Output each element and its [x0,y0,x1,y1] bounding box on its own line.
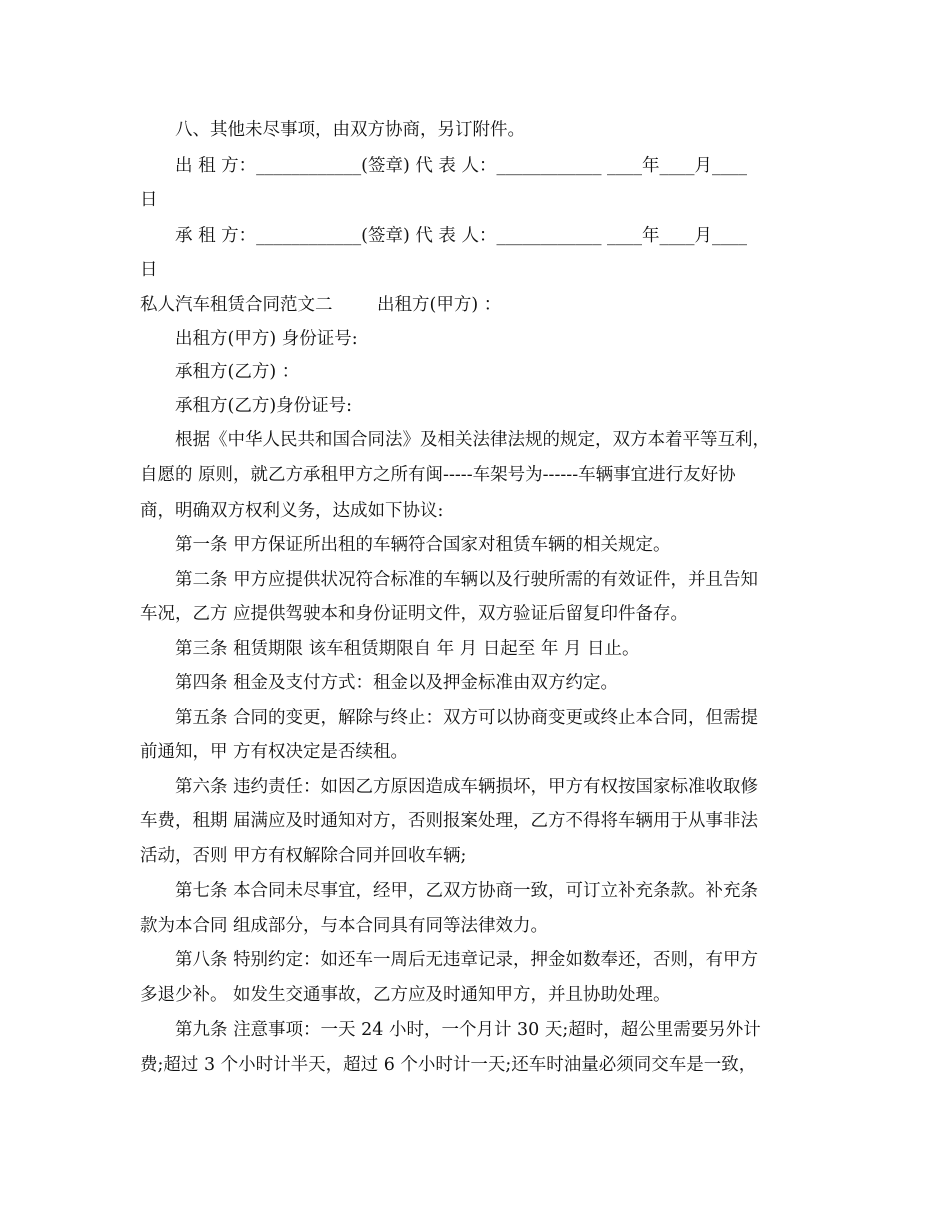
article-4: 第四条 租金及支付方式：租金以及押金标准由双方约定。 [175,673,619,693]
lessee-signature-line: 承 租 方：____________(签章) 代 表 人：____________ ____年____月____ [175,226,748,246]
article-5-line-1: 第五条 合同的变更，解除与终止：双方可以协商变更或终止本合同，但需提 [175,708,759,728]
lessee-id-line: 承租方(乙方)身份证号: [175,396,353,416]
clause-8-misc: 八、其他未尽事项，由双方协商，另订附件。 [175,120,525,140]
preamble-line-3: 商，明确双方权利义务，达成如下协议: [140,501,444,521]
article-5-line-2: 前通知，甲 方有权决定是否续租。 [140,742,409,762]
contract-title-line: 私人汽车租赁合同范文二 出租方(甲方) ： [140,295,502,315]
lessee-date-day: 日 [140,260,158,280]
article-7-line-2: 款为本合同 组成部分，与本合同具有同等法律效力。 [140,916,549,936]
article-2-line-2: 车况，乙方 应提供驾驶本和身份证明文件，双方验证后留复印件备存。 [140,604,689,624]
article-6-line-1: 第六条 违约责任：如因乙方原因造成车辆损坏，甲方有权按国家标准收取修 [175,777,759,797]
article-3: 第三条 租赁期限 该车租赁期限自 年 月 日起至 年 月 日止。 [175,639,640,659]
article-8-line-2: 多退少补。 如发生交通事故，乙方应及时通知甲方，并且协助处理。 [140,985,671,1005]
article-9-line-2: 费;超过 3 个小时计半天，超过 6 个小时计一天;还车时油量必须同交车是一致， [140,1055,757,1075]
article-6-line-2: 车费，租期 届满应及时通知对方，否则报案处理，乙方不得将车辆用于从事非法 [140,811,759,831]
article-9-line-1: 第九条 注意事项：一天 24 小时，一个月计 30 天;超时，超公里需要另外计 [175,1020,761,1040]
lessee-line: 承租方(乙方) ： [175,362,300,382]
article-1: 第一条 甲方保证所出租的车辆符合国家对租赁车辆的相关规定。 [175,535,671,555]
article-6-line-3: 活动，否则 甲方有权解除合同并回收车辆; [140,846,467,866]
lessor-date-day: 日 [140,190,158,210]
article-8-line-1: 第八条 特别约定：如还车一周后无违章记录，押金如数奉还，否则，有甲方 [175,950,759,970]
article-2-line-1: 第二条 甲方应提供状况符合标准的车辆以及行驶所需的有效证件，并且告知 [175,570,759,590]
preamble-line-2: 自愿的 原则，就乙方承租甲方之所有闽-----车架号为------车辆事宜进行友好协 [140,465,736,485]
preamble-line-1: 根据《中华人民共和国合同法》及相关法律法规的规定，双方本着平等互利， [175,430,770,450]
article-7-line-1: 第七条 本合同未尽事宜，经甲，乙双方协商一致，可订立补充条款。补充条 [175,881,759,901]
lessor-signature-line: 出 租 方：____________(签章) 代 表 人：____________ ____年____月____ [175,156,748,176]
lessor-id-line: 出租方(甲方) 身份证号: [175,329,358,349]
